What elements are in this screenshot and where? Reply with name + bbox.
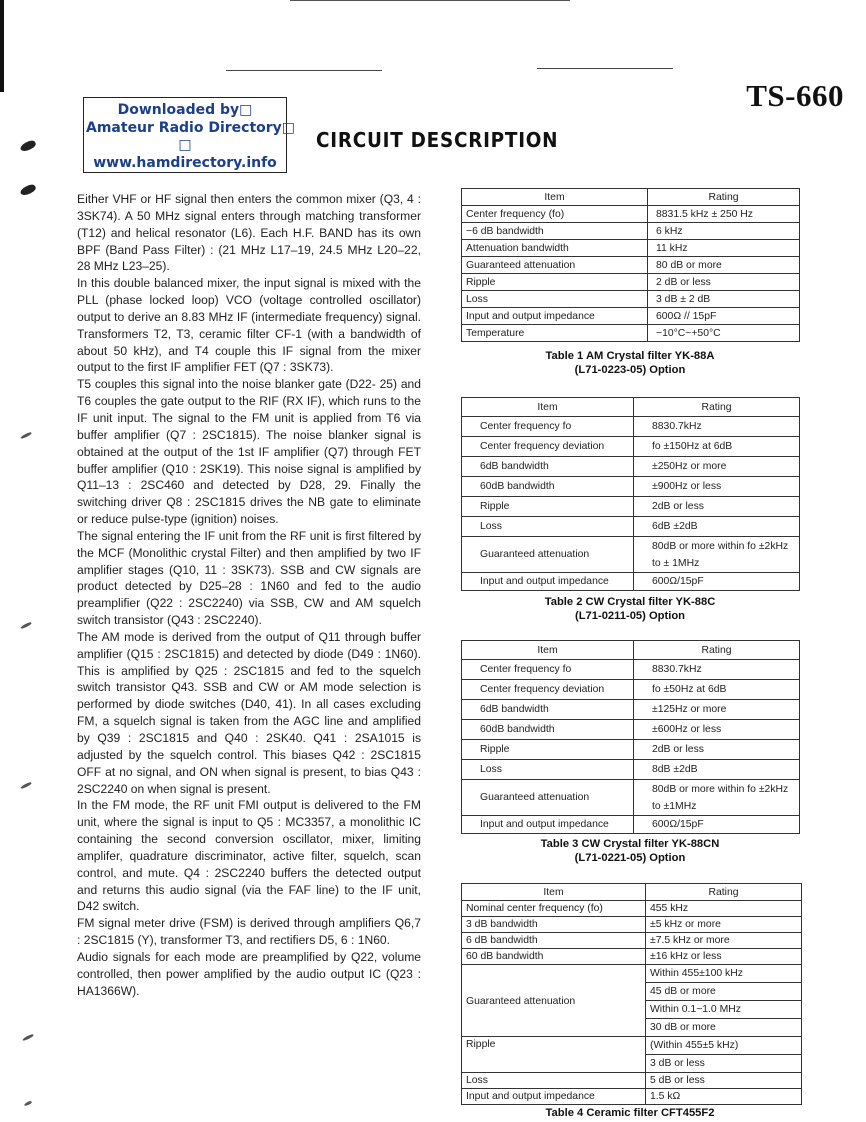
cell-rating: 2dB or less [634, 497, 800, 517]
cell-item: Loss [462, 517, 634, 537]
cell-item: 60dB bandwidth [462, 477, 634, 497]
download-url: www.hamdirectory.info [93, 154, 277, 171]
cell-item: Loss [462, 760, 634, 780]
column-header: Rating [634, 398, 800, 417]
cell-item: Attenuation bandwidth [462, 240, 648, 257]
cell-rating: 3 dB ± 2 dB [648, 291, 800, 308]
top-rule [290, 0, 570, 1]
cell-rating: 455 kHz [646, 901, 802, 917]
cell-rating: ±250Hz or more [634, 457, 800, 477]
cell-item: 60 dB bandwidth [462, 949, 646, 965]
cell-item: Nominal center frequency (fo) [462, 901, 646, 917]
cell-item: Temperature [462, 325, 648, 342]
table-am-crystal-filter [461, 188, 800, 342]
column-header: Item [462, 189, 648, 206]
cell-item: −6 dB bandwidth [462, 223, 648, 240]
paragraph: FM signal meter drive (FSM) is derived through amplifiers Q6,7 : 2SC1815 (Y), transformer T3, and rectifiers D5, 6 : 1N60. [77, 916, 421, 948]
scan-mark [19, 139, 37, 154]
table-cw-crystal-filter-yk88c [461, 397, 800, 591]
paragraph: Either VHF or HF signal then enters the common mixer (Q3, 4 : 3SK74). A 50 MHz signal enters through matching transformer (T12) and helical resonator (L6). Each H.F. BAND has its own BPF (Band Pass Filter) : (21 MHz L17–19, 24.5 MHz L20–22, 28 MHz L23–25). [77, 192, 421, 274]
cell-rating: ±16 kHz or less [646, 949, 802, 965]
table-row [462, 816, 800, 834]
table-caption [461, 837, 799, 865]
cell-item: Center frequency fo [462, 417, 634, 437]
table-row [462, 933, 802, 949]
cell-rating: ±600Hz or less [634, 720, 800, 740]
scan-mark [19, 183, 37, 198]
cell-rating: 2dB or less [634, 740, 800, 760]
scan-mark [20, 781, 32, 789]
caption-line: (L71-0221-05) Option [574, 852, 686, 864]
cell-item: 3 dB bandwidth [462, 917, 646, 933]
cell-rating: fo ±50Hz at 6dB [634, 680, 800, 700]
table-row [462, 477, 800, 497]
cell-item: Center frequency deviation [462, 437, 634, 457]
cell-rating: ±5 kHz or more [646, 917, 802, 933]
table-row [462, 949, 802, 965]
cell-rating: 600Ω // 15pF [648, 308, 800, 325]
cell-rating: 8dB ±2dB [634, 760, 800, 780]
table-row [462, 517, 800, 537]
cell-item: Loss [462, 291, 648, 308]
cell-rating: fo ±150Hz at 6dB [634, 437, 800, 457]
paragraph: T5 couples this signal into the noise blanker gate (D22- 25) and T6 couples the gate output to the RIF (RX IF), which runs to the IF unit input. The signal to the FM unit is applied from T6 via buffer amplifier (Q7 : 2SC1815). The noise blanker signal is obtained at the output of the 1st IF amplifier (Q7) through FET buffer amplifier (Q10 : 2SK19). This noise signal is amplified by Q11–13 : 2SC460 and detected by D28, 29. Finally the switching driver Q8 : 2SC1815 drives the NB gate to eliminate or reduce pulse-type (ignition) noises. [77, 377, 421, 527]
cell-rating: 8830.7kHz [634, 660, 800, 680]
table-row [462, 291, 800, 308]
cell-rating: 80 dB or more [648, 257, 800, 274]
table-row [462, 1037, 802, 1055]
table-row [462, 308, 800, 325]
table-caption [461, 349, 799, 377]
table-row [462, 660, 800, 680]
cell-item: Ripple [462, 1037, 646, 1073]
table-row [462, 901, 802, 917]
table-row [462, 1089, 802, 1105]
cell-rating: 600Ω/15pF [634, 573, 800, 591]
table-row [462, 700, 800, 720]
column-header: Rating [648, 189, 800, 206]
cell-item: Loss [462, 1073, 646, 1089]
cell-item: Center frequency (fo) [462, 206, 648, 223]
paragraph: In this double balanced mixer, the input signal is mixed with the PLL (phase locked loop) VCO (voltage controlled oscillator) output to derive an 8.83 MHz IF (intermediate frequency) signal. Transformers T2, T3, ceramic filter CF-1 (with a bandwidth of about 50 kHz), and T4 couple this IF signal from the mixer output to the first IF amplifier FET (Q7 : 3SK73). [77, 276, 421, 375]
cell-rating: 8830.7kHz [634, 417, 800, 437]
cell-item: Input and output impedance [462, 816, 634, 834]
cell-item: 6dB bandwidth [462, 700, 634, 720]
cell-item: Center frequency deviation [462, 680, 634, 700]
table-cw-crystal-filter-yk88cn [461, 640, 800, 834]
table-row [462, 965, 802, 983]
paragraph: The signal entering the IF unit from the RF unit is first filtered by the MCF (Monolithic crystal Filter) and then amplified by two IF amplifier stages (Q10, 11 : 3SK73). SSB and CW signals are product detected by D25–28 : 1N60 and fed to the audio preamplifier (Q22 : 2SC2240) via SSB, CW and AM squelch switch transistor (Q43 : 2SC2240). [77, 528, 421, 628]
table-row [462, 760, 800, 780]
cell-rating: (Within 455±5 kHz) [646, 1037, 802, 1055]
paragraph: Audio signals for each mode are preamplified by Q22, volume controlled, then power amplified by the audio output IC (Q23 : HA1366W). [77, 949, 421, 998]
header-rule-right [537, 68, 673, 69]
table-row [462, 274, 800, 291]
cell-item: Guaranteed attenuation [462, 537, 634, 573]
scan-mark [24, 1100, 32, 1106]
column-header: Item [462, 884, 646, 901]
table-row [462, 497, 800, 517]
caption-line: (L71-0211-05) Option [574, 610, 686, 622]
cell-rating: 5 dB or less [646, 1073, 802, 1089]
table-row [462, 437, 800, 457]
table-row [462, 417, 800, 437]
cell-item: Input and output impedance [462, 1089, 646, 1105]
table-row [462, 223, 800, 240]
caption-line: Table 3 CW Crystal filter YK-88CN [540, 838, 720, 850]
paragraph: The AM mode is derived from the output of Q11 through buffer amplifier (Q15 : 2SC1815) and detected by diode (D49 : 1N60). This is amplified by Q25 : 2SC1815 and fed to the squelch switch transistor Q43. SSB and CW or AM mode selection is performed by diode switches (D40, 41). In all cases excluding FM, a squelch signal is taken from the AGC line and amplified by Q39 : 2SC1815 and Q40 : 2SK40. Q41 : 2SA1015 is adjusted by the squelch control. This biases Q42 : 2SC1815 OFF at no signal, and ON when signal is present, to bias Q43 : 2SC2240 on when signal is present. [77, 629, 421, 796]
caption-line: (L71-0223-05) Option [574, 364, 686, 376]
table-row [462, 325, 800, 342]
scan-mark [22, 1033, 34, 1041]
cell-item: Ripple [462, 497, 634, 517]
body-text [77, 191, 421, 1000]
cell-item: 6 dB bandwidth [462, 933, 646, 949]
cell-rating: 80dB or more within fo ±2kHz to ±1MHz [634, 780, 800, 816]
cell-item: Center frequency fo [462, 660, 634, 680]
table-row [462, 780, 800, 816]
cell-rating: 6dB ±2dB [634, 517, 800, 537]
cell-rating: 45 dB or more [646, 983, 802, 1001]
cell-item: Input and output impedance [462, 573, 634, 591]
cell-rating: 6 kHz [648, 223, 800, 240]
scan-mark [20, 431, 32, 439]
cell-rating: 8831.5 kHz ± 250 Hz [648, 206, 800, 223]
column-header: Rating [646, 884, 802, 901]
cell-rating: ±900Hz or less [634, 477, 800, 497]
table-caption [461, 595, 799, 623]
paragraph: In the FM mode, the RF unit FMI output is delivered to the FM unit, where the signal is input to Q5 : MC3357, a monolithic IC containing the second conversion oscillator, mixer, limiting amplifer, quadrature discriminator, active filter, squelch, scan control, and mute. Q4 : 2SC2240 buffers the detected output and returns this audio signal (via the FAF line) to the IF unit, D42 switch. [77, 798, 421, 914]
model-number: TS-660 [746, 78, 844, 113]
table-row [462, 680, 800, 700]
table-row [462, 917, 802, 933]
cell-rating: 2 dB or less [648, 274, 800, 291]
download-line-1: Downloaded by□ [117, 102, 253, 118]
table-ceramic-filter [461, 883, 802, 1105]
column-header: Item [462, 398, 634, 417]
cell-rating: 1.5 kΩ [646, 1089, 802, 1105]
column-header: Item [462, 641, 634, 660]
cell-rating: −10°C~+50°C [648, 325, 800, 342]
cell-item: Input and output impedance [462, 308, 648, 325]
caption-line: Table 2 CW Crystal filter YK-88C [544, 596, 716, 608]
header-rule-left [226, 70, 382, 71]
cell-rating: ±125Hz or more [634, 700, 800, 720]
column-header: Rating [634, 641, 800, 660]
cell-item: 60dB bandwidth [462, 720, 634, 740]
table-row [462, 740, 800, 760]
table-row [462, 573, 800, 591]
table-caption [461, 1106, 799, 1120]
cell-item: Ripple [462, 274, 648, 291]
caption-line: Table 1 AM Crystal filter YK-88A [545, 350, 715, 362]
cell-rating: Within 0.1~1.0 MHz [646, 1001, 802, 1019]
table-row [462, 257, 800, 274]
cell-rating: 80dB or more within fo ±2kHz to ± 1MHz [634, 537, 800, 573]
cell-item: Guaranteed attenuation [462, 965, 646, 1037]
cell-rating: Within 455±100 kHz [646, 965, 802, 983]
download-notice [83, 97, 296, 173]
cell-item: Guaranteed attenuation [462, 257, 648, 274]
table-row [462, 537, 800, 573]
cell-item: Ripple [462, 740, 634, 760]
cell-item: 6dB bandwidth [462, 457, 634, 477]
download-line-3: □ [178, 137, 192, 153]
cell-rating: 30 dB or more [646, 1019, 802, 1037]
table-row [462, 1073, 802, 1089]
table-row [462, 457, 800, 477]
cell-rating: 600Ω/15pF [634, 816, 800, 834]
download-line-2: Amateur Radio Directory□ [86, 119, 296, 136]
cell-rating: ±7.5 kHz or more [646, 933, 802, 949]
cell-item: Guaranteed attenuation [462, 780, 634, 816]
table-row [462, 206, 800, 223]
cell-rating: 11 kHz [648, 240, 800, 257]
table-row [462, 240, 800, 257]
page-edge-bar [0, 0, 4, 92]
table-row [462, 720, 800, 740]
caption-line: Table 4 Ceramic filter CFT455F2 [545, 1107, 715, 1119]
cell-rating: 3 dB or less [646, 1055, 802, 1073]
page-title: CIRCUIT DESCRIPTION [316, 128, 559, 152]
scan-mark [20, 621, 32, 629]
